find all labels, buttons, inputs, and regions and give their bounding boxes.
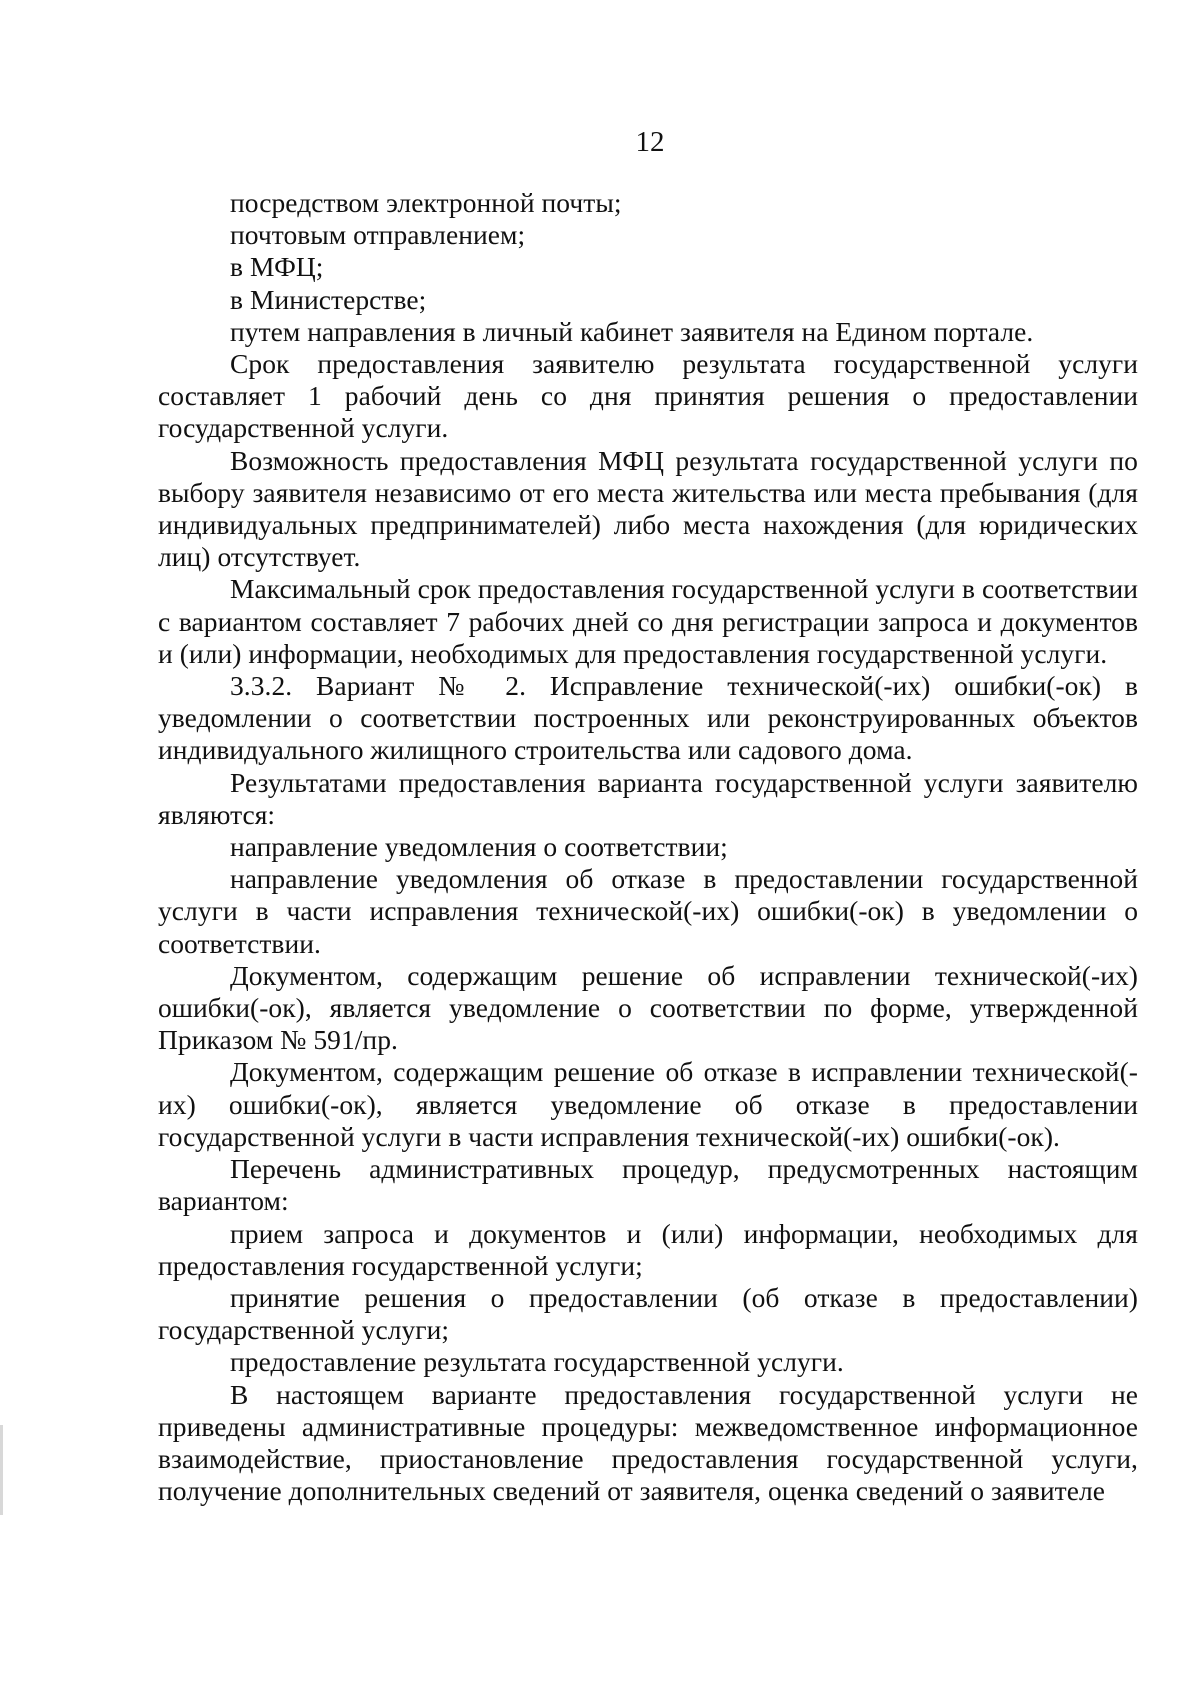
paragraph-email: посредством электронной почты;	[230, 187, 622, 218]
paragraph-procedure-result: предоставление результата государственной услуги.	[230, 1346, 844, 1378]
paragraph-post: почтовым отправлением;	[230, 219, 526, 251]
paragraph-mfc-availability: Возможность предоставления МФЦ результата государственной услуги по выбору заявителя независимо от его места жительства или места пребывания (для индивидуальных предпринимателей) либо места нахождения (для юридических лиц) отсутствует.	[158, 444, 1138, 573]
paragraph-result-term: Срок предоставления заявителю результата государственной услуги составляет 1 рабочий день со дня принятия решения о предоставлении государственной услуги.	[158, 348, 1138, 444]
paragraph-variant-2-title: 3.3.2. Вариант № 2. Исправление технической(-их) ошибки(-ок) в уведомлении о соответствии построенных или реконструированных объектов индивидуального жилищного строительства или садового дома.	[158, 670, 1138, 766]
paragraph-result-refusal: направление уведомления об отказе в предоставлении государственной услуги в части исправления технической(-их) ошибки(-ок) в уведомлении о соответствии.	[158, 863, 1138, 959]
paragraph-max-term: Максимальный срок предоставления государственной услуги в соответствии с вариантом составляет 7 рабочих дней со дня регистрации запроса и документов и (или) информации, необходимых для предоставления государственной услуги.	[158, 573, 1138, 669]
page-number: 12	[635, 126, 665, 158]
paragraph-procedures-list: Перечень административных процедур, предусмотренных настоящим вариантом:	[158, 1153, 1138, 1217]
paragraph-excluded-procedures: В настоящем варианте предоставления государственной услуги не приведены административные процедуры: межведомственное информационное взаимодействие, приостановление предоставления государственной услуги, получение дополнительных сведений от заявителя, оценка сведений о заявителе	[158, 1378, 1138, 1507]
paragraph-mfc: в МФЦ;	[230, 251, 324, 283]
scan-edge-mark	[0, 1425, 3, 1515]
document-body	[158, 187, 1138, 1507]
paragraph-procedure-intake: прием запроса и документов и (или) информации, необходимых для предоставления государственной услуги;	[158, 1217, 1138, 1281]
paragraph-ministry: в Министерстве;	[230, 283, 427, 315]
paragraph-result-notice: направление уведомления о соответствии;	[230, 831, 728, 863]
paragraph-portal: путем направления в личный кабинет заявителя на Едином портале.	[230, 315, 1034, 347]
paragraph-procedure-decision: принятие решения о предоставлении (об отказе в предоставлении) государственной услуги;	[158, 1281, 1138, 1346]
paragraph-correction-document: Документом, содержащим решение об исправлении технической(-их) ошибки(-ок), является уведомление о соответствии по форме, утвержденной Приказом № 591/пр.	[158, 959, 1138, 1056]
paragraph-refusal-document: Документом, содержащим решение об отказе в исправлении технической(-их) ошибки(-ок), является уведомление об отказе в предоставлении государственной услуги в части исправления технической(-их) ошибки(-ок).	[158, 1056, 1138, 1152]
paragraph-variant-results: Результатами предоставления варианта государственной услуги заявителю являются:	[158, 766, 1138, 830]
